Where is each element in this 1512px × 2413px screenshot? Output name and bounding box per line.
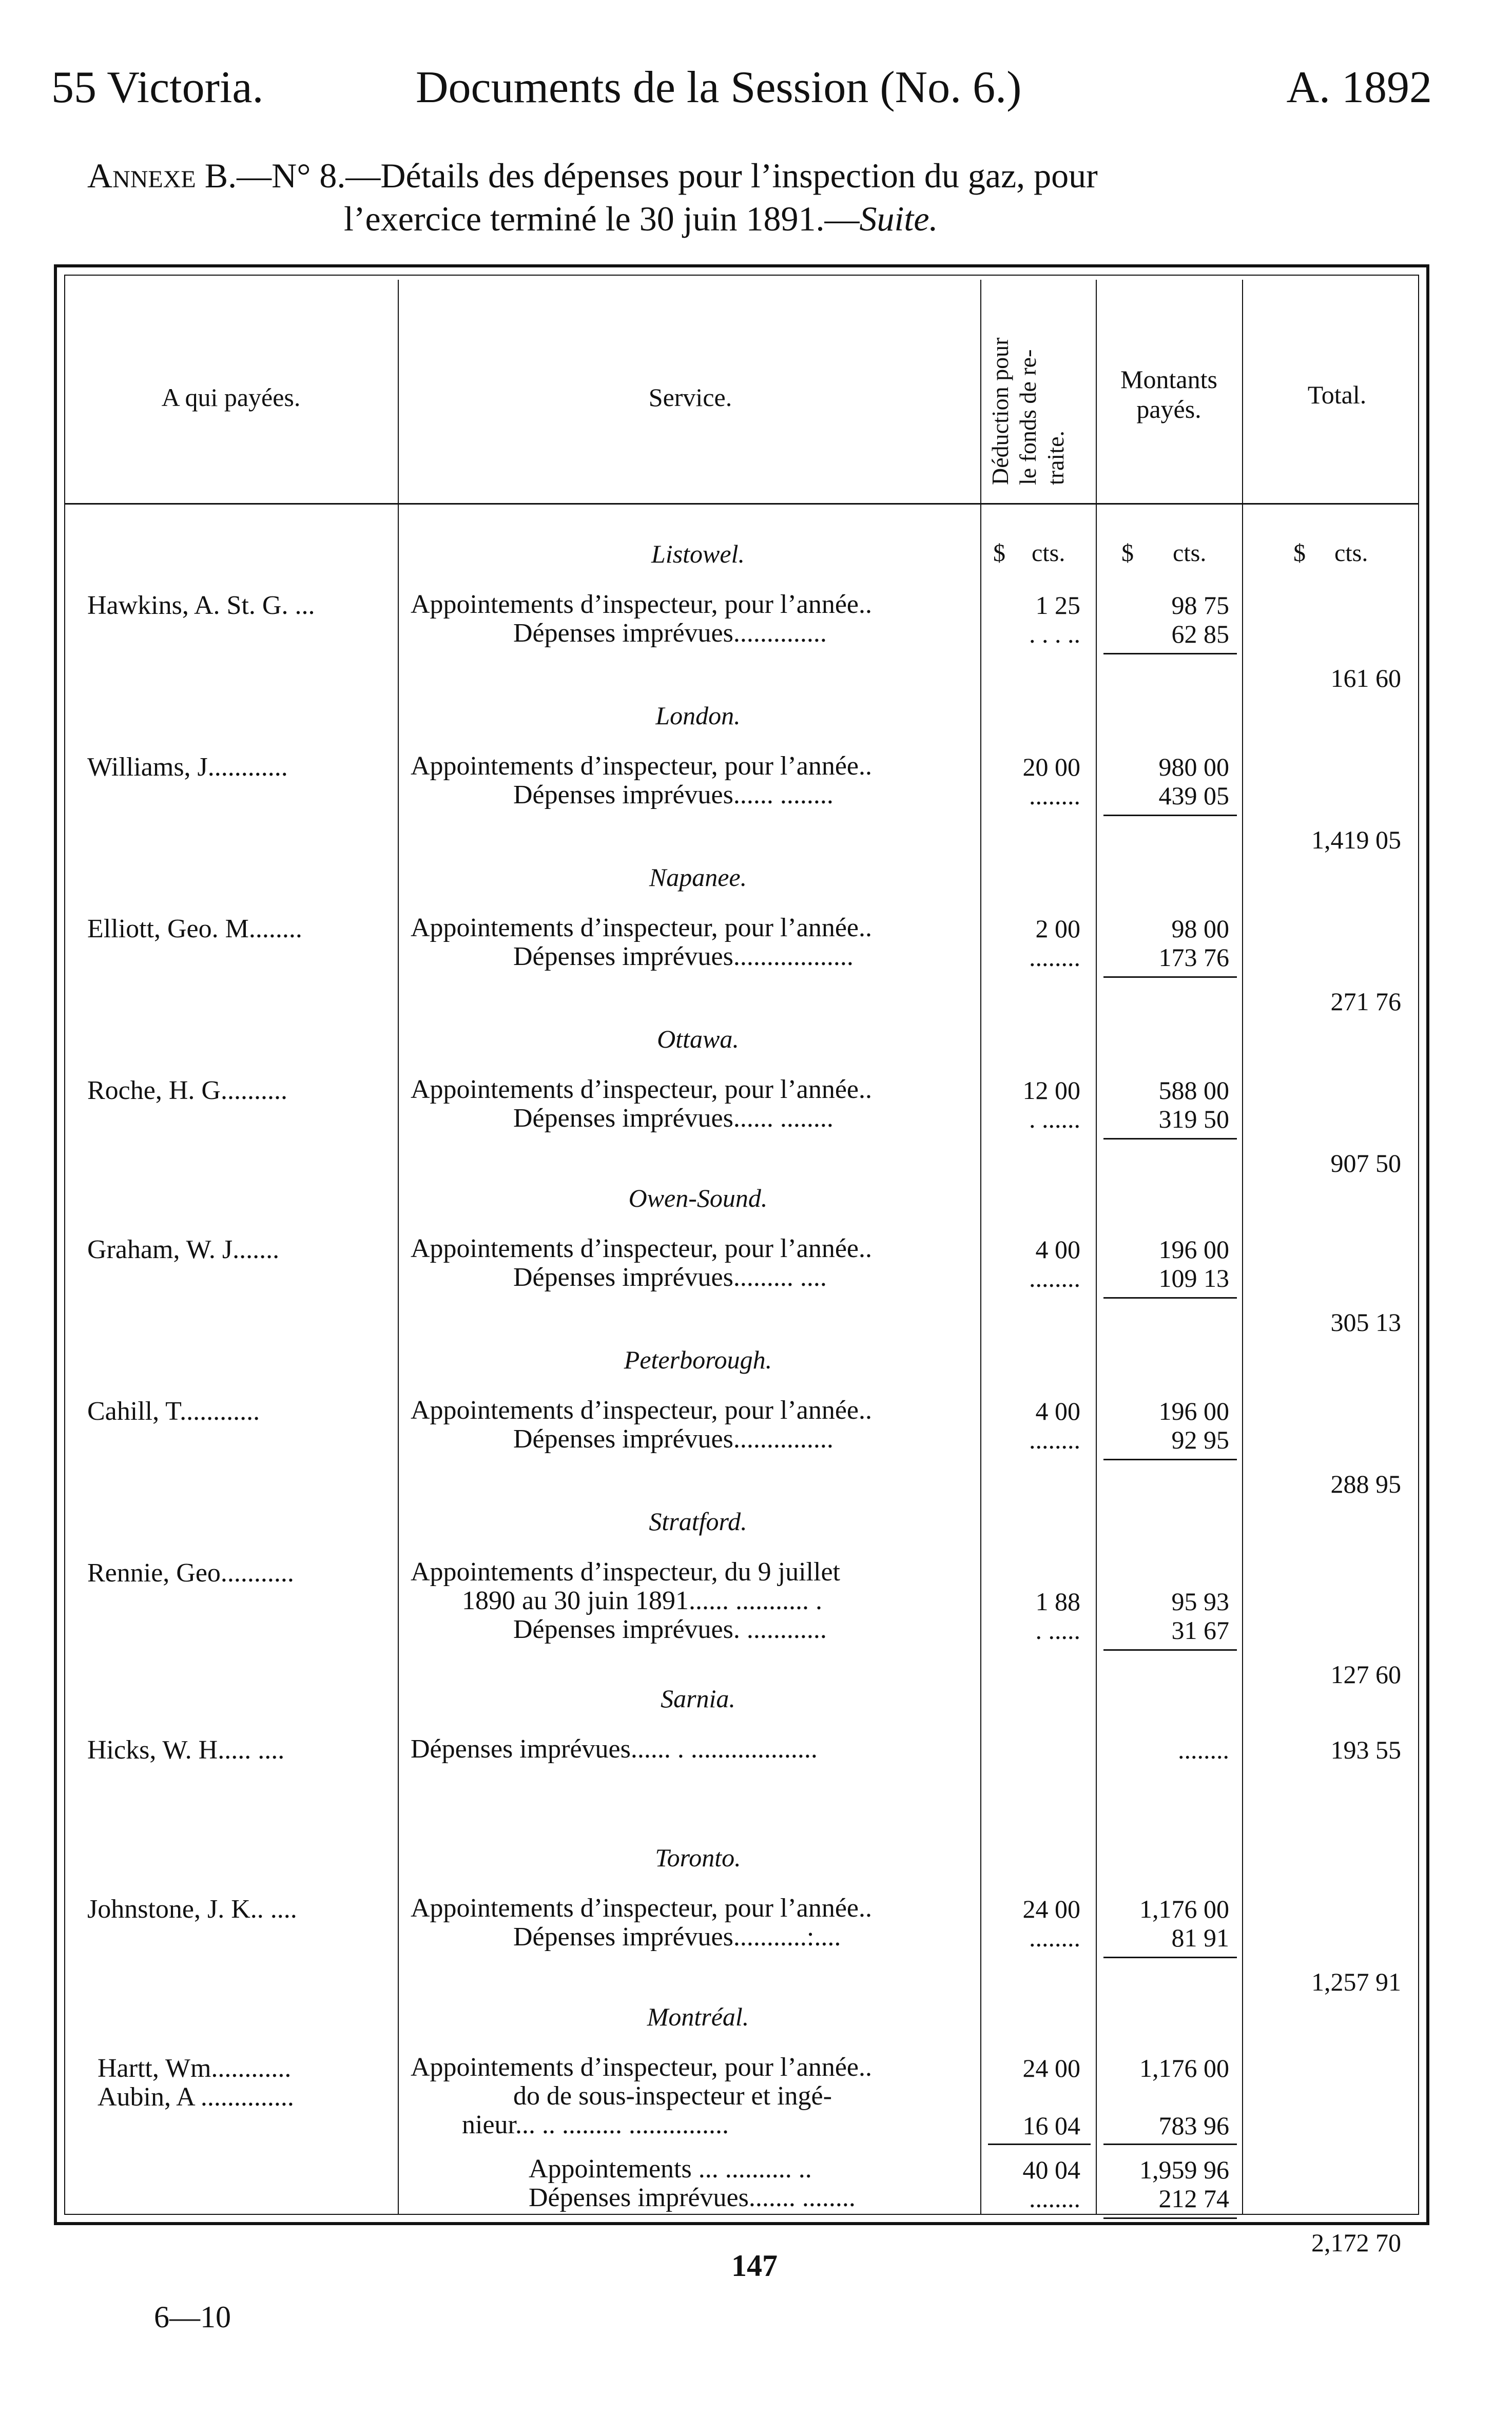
deduction-value: ........	[1029, 2184, 1080, 2213]
amount-value: 1,176 00	[1139, 1895, 1229, 1923]
amount-value: 98 75	[1171, 591, 1229, 620]
amount-value: 81 91	[1171, 1923, 1229, 1952]
deduction-value: ........	[1029, 1923, 1080, 1952]
total-value: 305 13	[1330, 1308, 1401, 1337]
city-heading: Napanee.	[649, 863, 747, 892]
total-value: 1,257 91	[1311, 1967, 1401, 1996]
amount-value: 31 67	[1171, 1616, 1229, 1645]
payee-name: Hicks, W. H..... ....	[87, 1735, 285, 1765]
service-line: Appointements d’inspecteur, pour l’année..	[411, 590, 872, 619]
total-value: 288 95	[1330, 1470, 1401, 1498]
amount-sum-rule	[1103, 1297, 1237, 1299]
payee-name: Roche, H. G..........	[87, 1076, 287, 1105]
service-line: Appointements d’inspecteur, pour l’année..	[411, 2053, 872, 2082]
payee-name: Hartt, Wm............	[98, 2054, 292, 2083]
service-line: Dépenses imprévues...... ........	[513, 780, 833, 809]
deduction-value: 1 25	[1035, 591, 1080, 620]
service-line: Dépenses imprévues..................	[513, 942, 854, 971]
amount-value: 212 74	[1158, 2184, 1229, 2213]
payee-name: Johnstone, J. K.. ....	[87, 1895, 297, 1924]
service-line: Dépenses imprévues...... ........	[513, 1104, 833, 1133]
subtotal-rule	[988, 2144, 1091, 2145]
payee-name: Elliott, Geo. M........	[87, 914, 302, 943]
subtotal-line: Dépenses imprévues....... ........	[529, 2183, 856, 2212]
amount-sum-rule	[1103, 653, 1237, 654]
year-mark: A. 1892	[1286, 63, 1432, 112]
payee-name: Graham, W. J.......	[87, 1235, 280, 1264]
service-line: Dépenses imprévues...........:....	[513, 1922, 841, 1952]
payee-name: Williams, J............	[87, 752, 288, 782]
payee-name: Hawkins, A. St. G. ...	[87, 591, 315, 620]
deduction-line-2: le fonds de re-	[1015, 349, 1041, 485]
city-heading: Toronto.	[655, 1843, 741, 1872]
amount-sum-rule	[1103, 1459, 1237, 1460]
city-heading: Montréal.	[647, 2002, 749, 2031]
deduction-value: . . . ..	[1029, 620, 1080, 648]
amount-sum-rule	[1103, 2217, 1237, 2219]
amount-sum-rule	[1103, 815, 1237, 816]
deduction-value: . ......	[1029, 1105, 1080, 1133]
col-header-amounts: Montants payés.	[1120, 365, 1217, 423]
amount-sum-rule	[1103, 1649, 1237, 1651]
deduction-value: 12 00	[1022, 1076, 1080, 1105]
deduction-value: 16 04	[1022, 2111, 1080, 2140]
service-line: Dépenses imprévues. ............	[513, 1615, 827, 1644]
col-rule-4	[1242, 280, 1243, 2215]
table-title	[87, 154, 1381, 240]
amount-value: 439 05	[1158, 781, 1229, 810]
amount-value: 1,176 00	[1139, 2054, 1229, 2082]
amount-value: 109 13	[1158, 1264, 1229, 1292]
amount-value: ........	[1178, 1735, 1229, 1764]
col-rule-3	[1096, 280, 1097, 2215]
total-value: 193 55	[1330, 1735, 1401, 1764]
service-line: Dépenses imprévues...............	[513, 1424, 833, 1454]
document-series: Documents de la Session (No. 6.)	[416, 63, 1022, 112]
city-heading: Peterborough.	[624, 1345, 772, 1374]
amount-value: 95 93	[1171, 1587, 1229, 1616]
running-header	[51, 62, 1432, 123]
city-heading: Ottawa.	[657, 1025, 739, 1053]
amount-value: 196 00	[1158, 1397, 1229, 1425]
page-number: 147	[731, 2249, 778, 2283]
total-value: 1,419 05	[1311, 825, 1401, 854]
payee-name: Rennie, Geo...........	[87, 1558, 294, 1588]
unit-dollar-amounts: $	[1121, 539, 1134, 567]
deduction-line-3: traite.	[1042, 431, 1069, 485]
sheet-signature: 6—10	[154, 2300, 231, 2334]
unit-cents-deduction: cts.	[1032, 539, 1065, 567]
amount-value: 588 00	[1158, 1076, 1229, 1105]
deduction-value: 2 00	[1035, 914, 1080, 943]
header-rule	[64, 503, 1419, 505]
total-value: 161 60	[1330, 664, 1401, 692]
deduction-value: ........	[1029, 943, 1080, 972]
col-header-payee: A qui payées.	[161, 383, 301, 412]
service-line: do de sous-inspecteur et ingé-	[513, 2081, 832, 2111]
service-line: Dépenses imprévues......... ....	[513, 1263, 827, 1292]
amount-value: 98 00	[1171, 914, 1229, 943]
col-rule-1	[398, 280, 399, 2215]
col-header-deduction	[986, 338, 1070, 485]
city-heading: Listowel.	[651, 539, 745, 568]
col-header-total: Total.	[1307, 380, 1367, 409]
unit-dollar-deduction: $	[993, 539, 1005, 567]
subtotal-line: Appointements ... .......... ..	[529, 2154, 812, 2184]
amount-value: 92 95	[1171, 1425, 1229, 1454]
city-heading: London.	[655, 701, 741, 730]
suite-word: Suite.	[859, 199, 938, 238]
deduction-value: ........	[1029, 781, 1080, 810]
payee-name: Cahill, T............	[87, 1397, 260, 1426]
deduction-value: ........	[1029, 1264, 1080, 1292]
session-volume: 55 Victoria.	[51, 63, 264, 112]
subtotal-rule	[1103, 2144, 1237, 2145]
col-header-service: Service.	[648, 383, 732, 412]
total-value: 271 76	[1330, 987, 1401, 1016]
deduction-value: 24 00	[1022, 1895, 1080, 1923]
service-line: 1890 au 30 juin 1891...... ........... .	[462, 1586, 822, 1615]
amount-value: 319 50	[1158, 1105, 1229, 1133]
amount-value: 980 00	[1158, 752, 1229, 781]
amount-sum-rule	[1103, 1957, 1237, 1958]
payee-name: Aubin, A ..............	[98, 2082, 294, 2112]
service-line: Appointements d’inspecteur, pour l’année..	[411, 1396, 872, 1425]
unit-dollar-total: $	[1293, 539, 1306, 567]
deduction-line-1: Déduction pour	[987, 337, 1013, 485]
deduction-value: 40 04	[1022, 2155, 1080, 2184]
total-value: 127 60	[1330, 1660, 1401, 1689]
city-heading: Owen-Sound.	[628, 1184, 768, 1212]
total-value: 907 50	[1330, 1149, 1401, 1177]
unit-cents-total: cts.	[1334, 539, 1368, 567]
deduction-value: 24 00	[1022, 2054, 1080, 2082]
amount-value: 173 76	[1158, 943, 1229, 972]
unit-cents-amounts: cts.	[1173, 539, 1207, 567]
service-line: nieur... .. ......... ...............	[462, 2110, 729, 2139]
service-line: Dépenses imprévues..............	[513, 619, 827, 648]
deduction-value: . .....	[1035, 1616, 1080, 1645]
total-value: 2,172 70	[1311, 2228, 1401, 2257]
service-line: Appointements d’inspecteur, pour l’année..	[411, 751, 872, 781]
city-heading: Sarnia.	[661, 1684, 735, 1713]
service-line: Appointements d’inspecteur, du 9 juillet	[411, 1557, 840, 1587]
city-heading: Stratford.	[649, 1507, 747, 1536]
title-line1: B.—N° 8.—Détails des dépenses pour l’inspection du gaz, pour	[196, 156, 1098, 195]
deduction-value: 4 00	[1035, 1235, 1080, 1264]
amount-value: 62 85	[1171, 620, 1229, 648]
col-rule-2	[980, 280, 981, 2215]
deduction-value: ........	[1029, 1425, 1080, 1454]
service-line: Dépenses imprévues...... . ...................	[411, 1734, 818, 1764]
annexe-word: Annexe	[87, 156, 196, 195]
amount-sum-rule	[1103, 976, 1237, 978]
service-line: Appointements d’inspecteur, pour l’année..	[411, 1075, 872, 1104]
service-line: Appointements d’inspecteur, pour l’année..	[411, 1894, 872, 1923]
amount-value: 1,959 96	[1139, 2155, 1229, 2184]
title-line2: l’exercice terminé le 30 juin 1891.—	[344, 199, 860, 238]
deduction-value: 4 00	[1035, 1397, 1080, 1425]
deduction-value: 20 00	[1022, 752, 1080, 781]
amount-sum-rule	[1103, 1138, 1237, 1140]
amount-value: 196 00	[1158, 1235, 1229, 1264]
service-line: Appointements d’inspecteur, pour l’année..	[411, 913, 872, 942]
amount-value: 783 96	[1158, 2111, 1229, 2140]
deduction-value: 1 88	[1035, 1587, 1080, 1616]
service-line: Appointements d’inspecteur, pour l’année..	[411, 1234, 872, 1263]
